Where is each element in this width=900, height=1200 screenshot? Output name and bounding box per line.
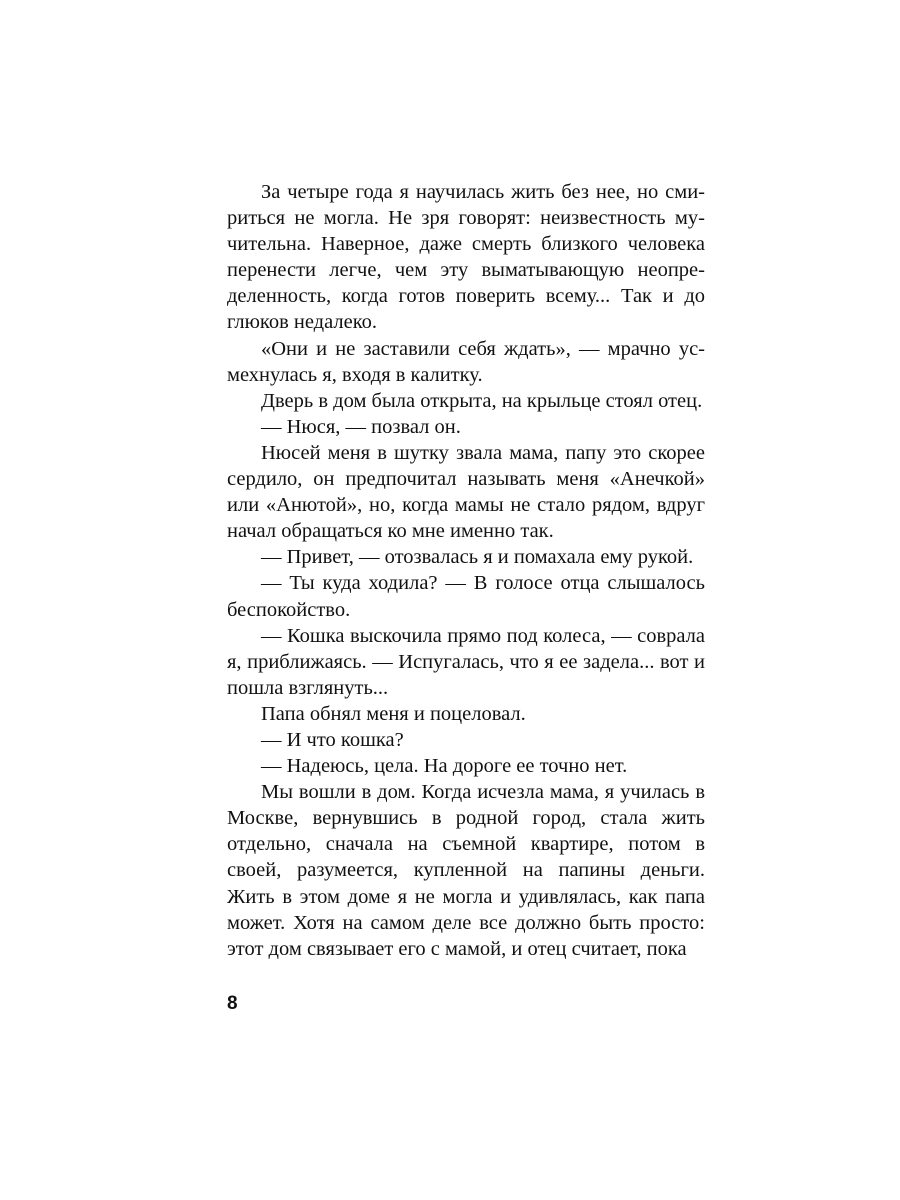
paragraph: — И что кошка? (261, 728, 404, 751)
paragraph: «Они и не заставили себя ждать», — мрачно усмехнулась я, входя в калитку. (227, 337, 705, 386)
paragraph: — Надеюсь, цела. На дороге ее точно нет. (261, 755, 628, 778)
paragraph: — Кошка выскочила прямо под колеса, — соврала я, приближаясь. — Испугалась, что я ее задела... вот и пошла взглянуть... (227, 624, 705, 699)
paragraph: Папа обнял меня и поцеловал. (261, 702, 526, 725)
paragraph: За четыре года я научилась жить без нее, но смириться не могла. Не зря говорят: неизвестность мучительна. Наверное, даже смерть близкого человека перенести легче, чем эту выматывающую неопределенность, когда готов поверить всему... Так и до глюков недалеко. (227, 181, 705, 334)
paragraph: Дверь в дом была открыта, на крыльце стоял отец. (261, 389, 703, 412)
body-text (227, 179, 705, 962)
paragraph: — Ты куда ходила? — В голосе отца слышалось беспокойство. (227, 572, 705, 621)
paragraph: — Привет, — отозвалась я и помахала ему рукой. (261, 546, 694, 569)
paragraph: Мы вошли в дом. Когда исчезла мама, я училась в Москве, вернувшись в родной город, стала жить отдельно, сначала на съемной квартире, потом в своей, разумеется, купленной на папины деньги. Жить в этом доме я не могла и удивлялась, как папа может. Хотя на самом деле все должно быть просто: этот дом связывает его с мамой, и отец считает, пока (227, 781, 705, 960)
paragraph: Нюсей меня в шутку звала мама, папу это скорее сердило, он предпочитал называть меня «Анечкой» или «Анютой», но, когда мамы не стало рядом, вдруг начал обращаться ко мне именно так. (227, 441, 705, 543)
paragraph: — Нюся, — позвал он. (261, 415, 461, 438)
page-number: 8 (227, 993, 238, 1014)
